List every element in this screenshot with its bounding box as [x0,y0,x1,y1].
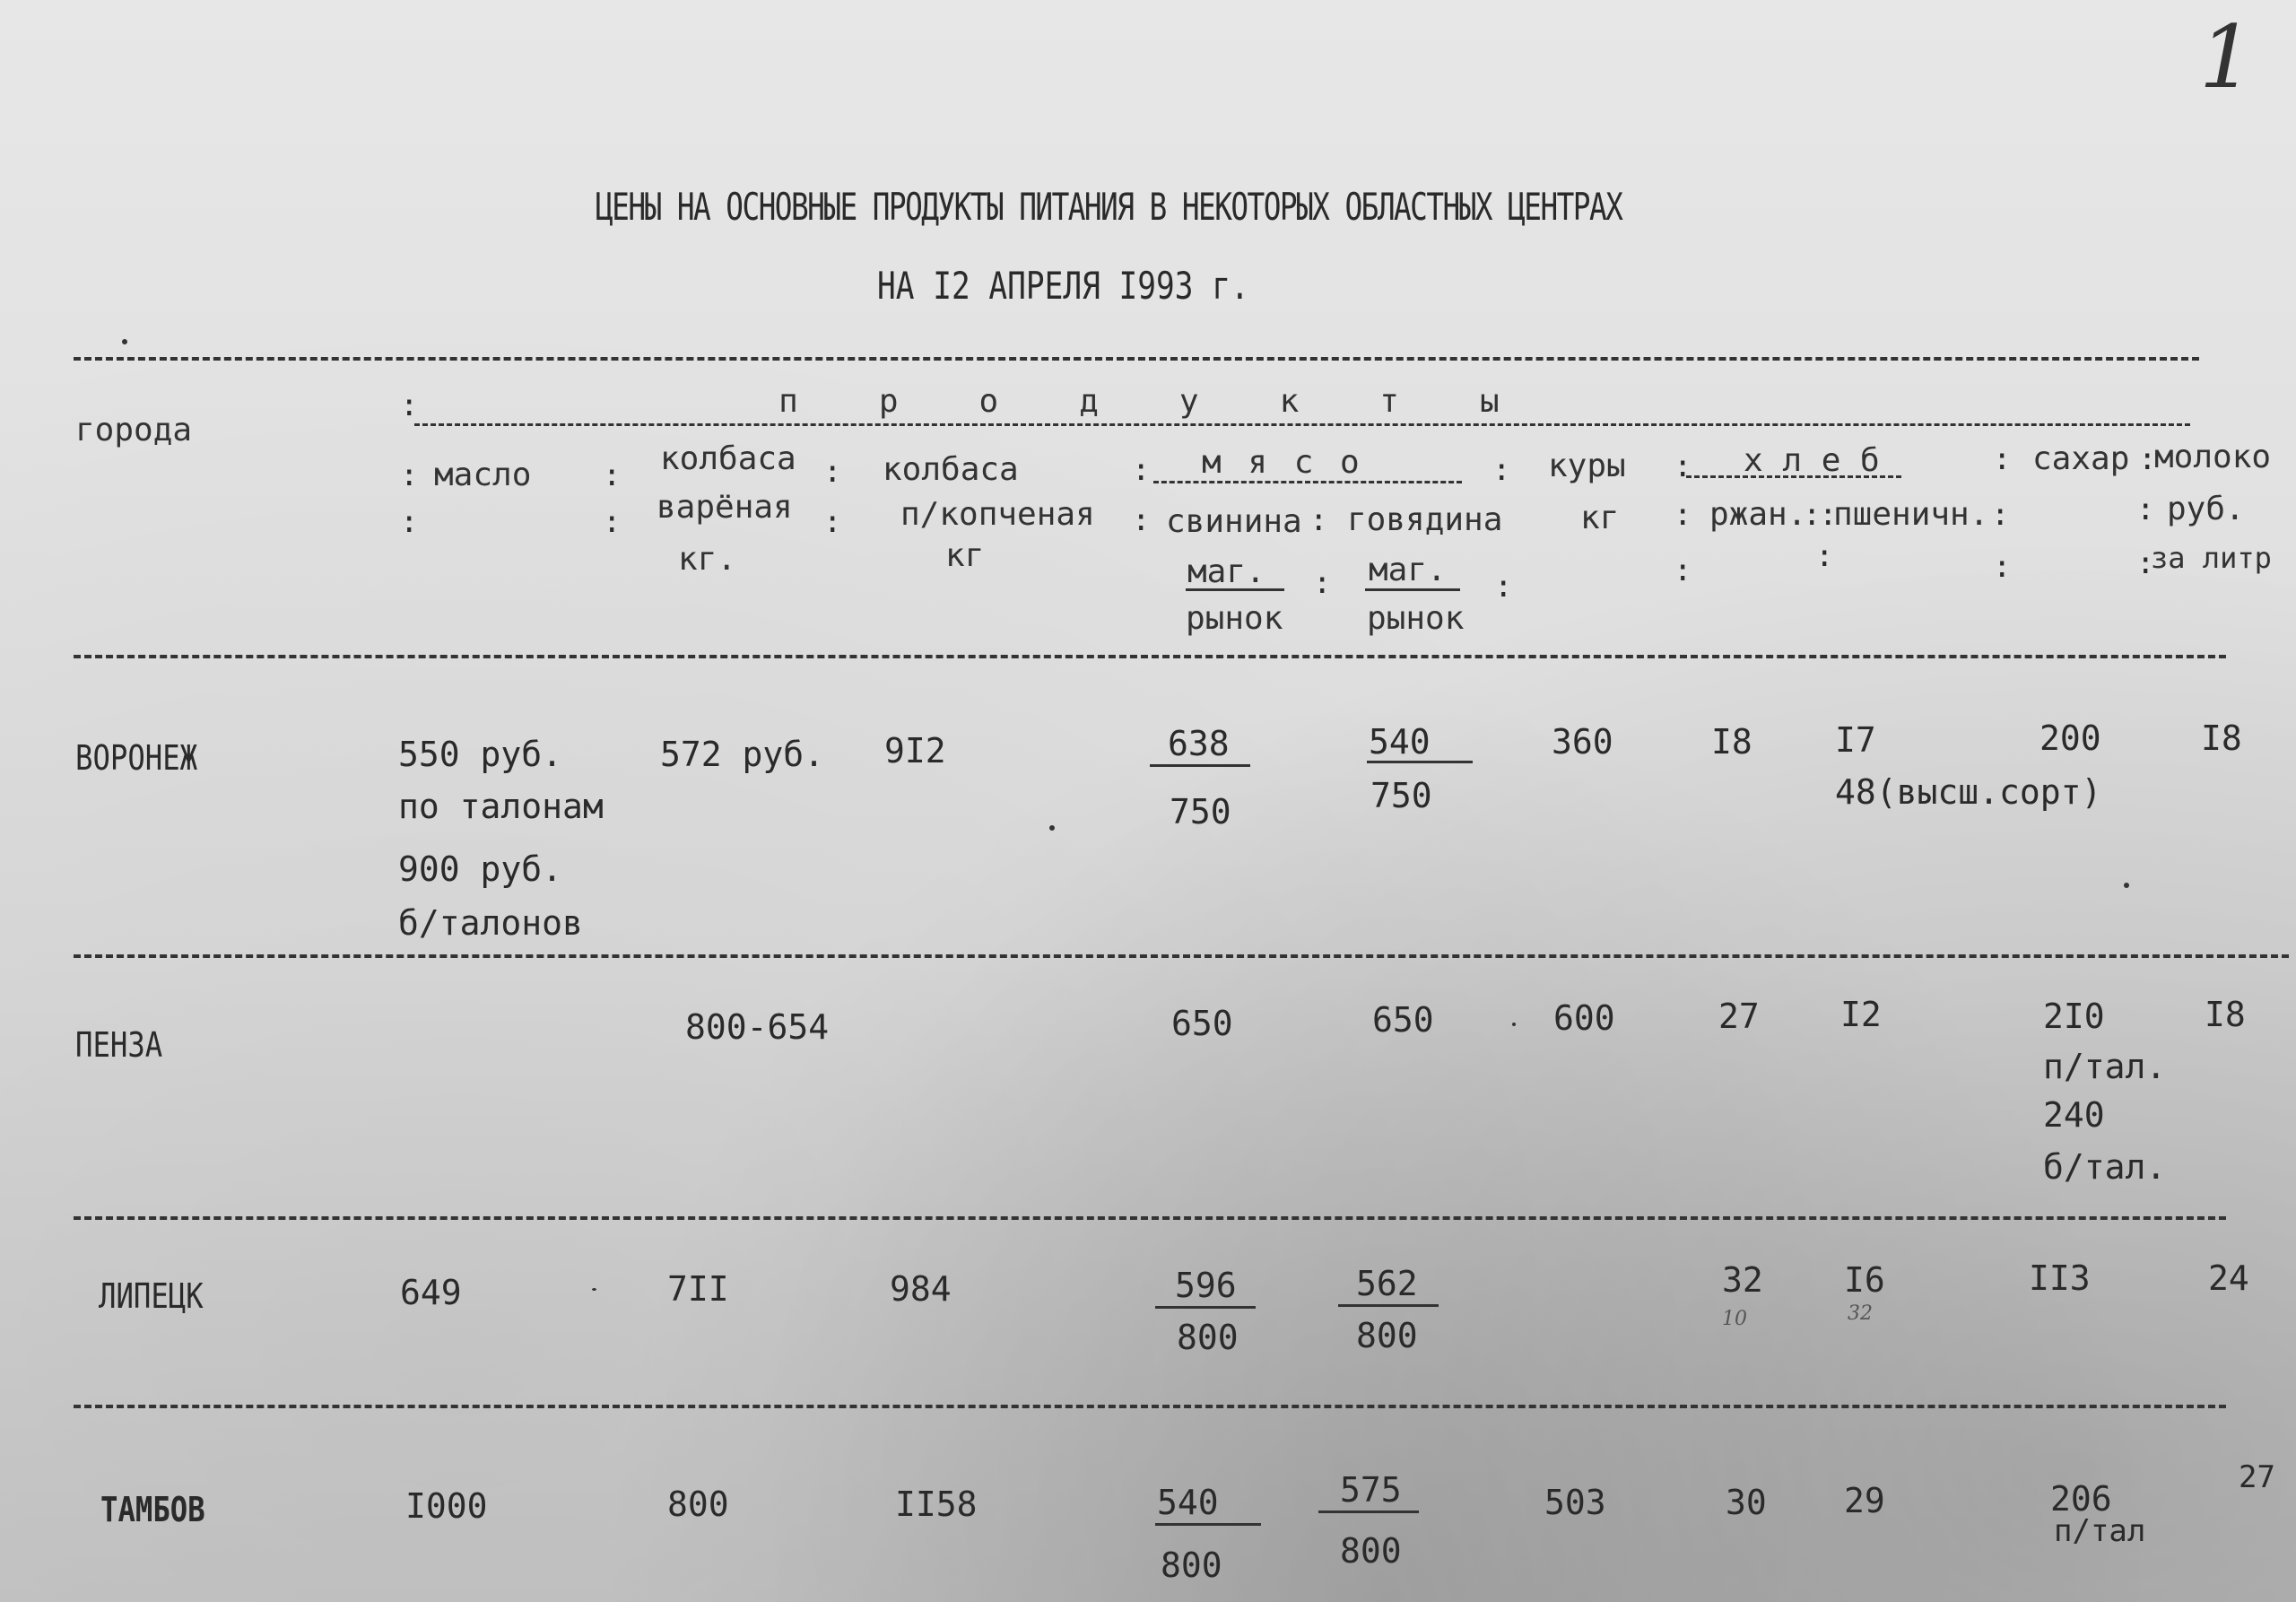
row-pork-store: 650 [1171,1004,1233,1043]
row-milk: 27 [2239,1459,2275,1495]
row-chicken: 360 [1552,722,1613,762]
row-beef-store: 562 [1356,1264,1418,1303]
speck [1512,1023,1516,1026]
document-title: ЦЕНЫ НА ОСНОВНЫЕ ПРОДУКТЫ ПИТАНИЯ В НЕКОТОРЫХ ОБЛАСТНЫХ ЦЕНТРАХ [596,185,1622,229]
row-wheat: I6 [1844,1260,1885,1300]
speck [1049,825,1055,831]
colon: : [2136,492,2155,527]
header-pork-divider [1186,588,1284,591]
colon: : [400,387,419,423]
rule-bread [1686,475,1901,478]
products-letter: к [1279,383,1300,420]
row-beef-store: 650 [1372,1000,1434,1040]
colon: : [1993,549,2012,585]
colon: : [1494,569,1513,605]
row-boiled-sausage: 572 руб. [660,735,825,774]
header-beef-divider [1365,588,1460,591]
header-wheat: пшеничн. [1833,496,1989,533]
header-boiled-sausage-1: колбаса [660,440,796,477]
row-milk: I8 [2205,995,2246,1034]
row-city: ТАМБОВ [100,1490,205,1529]
speck [2124,883,2129,888]
colon: : [1132,452,1151,488]
row-wheat-note: 48(высш.сорт) [1835,772,2102,812]
row-divider [74,954,2289,958]
header-sugar: сахар [2032,440,2130,477]
header-rye: ржан. [1709,496,1807,533]
row-pork-market: 800 [1177,1318,1239,1357]
row-boiled-sausage: 7II [667,1269,729,1309]
row-rye: 27 [1718,997,1760,1036]
colon: : [1819,497,1838,533]
row-sugar: 2I0 [2043,997,2105,1036]
colon: : [1803,497,1822,533]
colon: : [1132,502,1151,538]
row-pork-store: 540 [1157,1483,1219,1522]
rule-meat [1153,481,1462,483]
row-rye: I8 [1711,722,1752,762]
row-butter: б/талонов [398,903,583,943]
row-sugar: 200 [2039,718,2101,758]
row-beef-market: 800 [1356,1316,1418,1355]
colon: : [2138,441,2157,477]
products-letter: ы [1479,383,1500,420]
rule-header-bottom [74,655,2226,658]
row-divider [74,1216,2226,1220]
row-sugar: п/тал. [2043,1047,2167,1086]
row-pork-store: 596 [1175,1266,1237,1305]
colon: : [1993,441,2012,477]
header-pork-market: рынок [1186,600,1283,637]
page-number: 1 [2199,7,2255,108]
row-butter: по талонам [398,787,604,826]
products-letter: о [978,383,999,420]
row-milk: I8 [2201,718,2242,758]
row-pork-divider [1155,1306,1256,1309]
header-chicken-1: куры [1548,448,1626,484]
colon: : [1313,565,1332,601]
row-butter: 550 руб. [398,735,563,774]
header-products [773,383,1505,420]
row-sugar: б/тал. [2043,1147,2167,1187]
header-milk-3: за литр [2151,541,2272,575]
row-beef-divider [1367,761,1473,763]
colon: : [1815,538,1834,574]
row-pork-divider [1155,1523,1261,1526]
row-beef-divider [1318,1511,1419,1513]
row-milk: 24 [2208,1258,2249,1298]
row-sugar: 206 [2050,1479,2112,1519]
row-butter: 900 руб. [398,849,563,889]
header-chicken-2: кг [1580,500,1620,536]
row-smoked-sausage: 984 [890,1269,952,1309]
speck [592,1288,596,1291]
row-divider [74,1405,2226,1408]
colon: : [1674,497,1692,533]
row-city: ВОРОНЕЖ [75,738,198,778]
row-chicken: 600 [1553,998,1615,1038]
colon: : [1674,448,1692,484]
row-sugar: п/тал [2054,1513,2146,1549]
header-pork: свинина [1166,503,1302,540]
header-cities: города [75,412,193,448]
row-beef-market: 750 [1370,776,1432,815]
row-city: ЛИПЕЦК [99,1276,204,1316]
rule-products [414,423,2190,426]
row-beef-market: 800 [1340,1531,1402,1571]
row-smoked-sausage: 9I2 [884,731,946,771]
row-pork-divider [1150,764,1250,767]
colon: : [603,457,622,493]
row-pork-market: 750 [1170,792,1231,831]
row-sugar: 240 [2043,1095,2105,1135]
row-rye: 30 [1726,1483,1767,1522]
document-subtitle: НА I2 АПРЕЛЯ I993 г. [877,264,1249,308]
header-milk-1: молоко [2154,439,2272,475]
colon: : [823,454,842,490]
colon: : [1674,553,1692,588]
row-beef-divider [1338,1304,1439,1307]
products-letter: р [878,383,899,420]
colon: : [2136,545,2155,581]
row-butter: I000 [405,1486,488,1526]
products-letter: д [1079,383,1099,420]
row-beef-store: 575 [1340,1470,1402,1510]
products-letter: у [1178,383,1199,420]
header-bread: х л е б [1744,442,1880,479]
row-sugar: II3 [2029,1258,2091,1298]
row-butter: 649 [400,1273,462,1312]
row-pork-store: 638 [1168,724,1230,763]
header-smoked-sausage-2: п/копченая [900,496,1095,533]
colon: : [400,457,419,493]
speck [122,339,127,344]
colon: : [1492,452,1511,488]
row-city: ПЕНЗА [75,1025,163,1065]
header-pork-store: маг. [1187,553,1265,590]
row-wheat: 29 [1844,1481,1885,1520]
header-beef-market: рынок [1367,600,1465,637]
colon: : [823,504,842,540]
row-boiled-sausage: 800-654 [685,1007,830,1047]
products-letter: т [1379,383,1399,420]
header-smoked-sausage-3: кг [945,537,985,574]
row-beef-store: 540 [1369,722,1431,762]
header-boiled-sausage-3: кг. [678,541,737,578]
header-boiled-sausage-2: варёная [657,489,793,526]
colon: : [1309,502,1328,538]
row-wheat: I2 [1840,995,1882,1034]
row-smoked-sausage: II58 [895,1484,978,1524]
header-beef: говядина [1347,501,1503,538]
header-butter: масло [434,457,532,493]
row-chicken: 503 [1544,1483,1606,1522]
row-rye: 32 [1722,1260,1763,1300]
colon: : [400,504,419,540]
header-meat: м я с о [1202,444,1363,481]
header-smoked-sausage-1: колбаса [883,451,1019,488]
row-boiled-sausage: 800 [667,1484,729,1524]
row-wheat: I7 [1835,720,1876,760]
products-letter: п [778,383,798,420]
rule-top [74,357,2199,361]
header-milk-2: руб. [2167,491,2245,527]
row-pork-market: 800 [1161,1545,1222,1585]
row-wheat-handwritten-note: 32 [1848,1302,1873,1325]
colon: : [603,504,622,540]
colon: : [1991,497,2010,533]
header-beef-store: маг. [1369,552,1447,588]
row-rye-handwritten-note: 10 [1722,1308,1747,1330]
